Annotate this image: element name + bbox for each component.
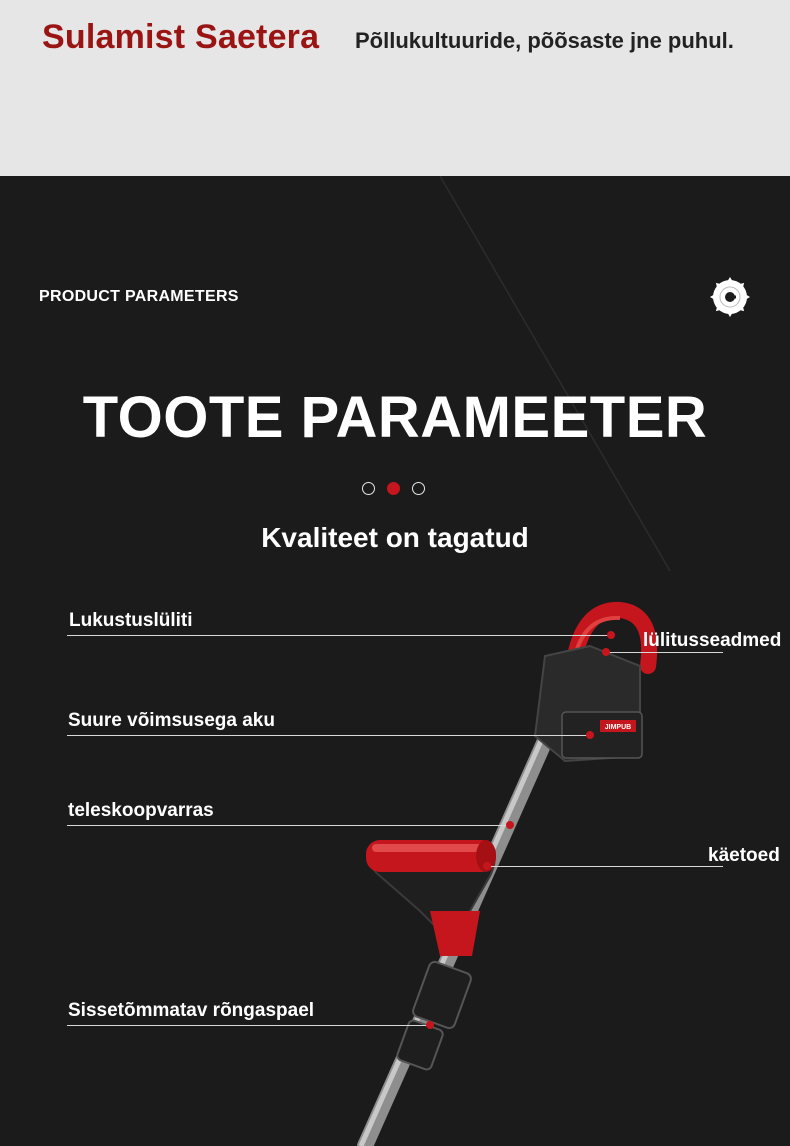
product-parameters-section xyxy=(0,176,790,1146)
callout-handle-support-line xyxy=(488,866,723,867)
callout-lock-switch-dot xyxy=(607,631,615,639)
callout-telescopic-rod-line xyxy=(67,825,511,826)
callout-switch-devices-label: lülitusseadmed xyxy=(643,630,782,651)
callout-lock-switch-line xyxy=(67,635,612,636)
callout-lock-switch-label: Lukustuslüliti xyxy=(69,610,193,631)
callout-handle-support-label: käetoed xyxy=(708,845,780,866)
trimmer-assist-handle-highlight xyxy=(372,844,490,852)
callout-battery-dot xyxy=(586,731,594,739)
brand-tagline: Põllukultuuride, põõsaste jne puhul. xyxy=(355,28,734,53)
trimmer-clamp xyxy=(430,911,480,956)
callout-retractable-ring-dot xyxy=(426,1021,434,1029)
sub-heading: Kvaliteet on tagatud xyxy=(261,522,529,553)
callout-battery-label: Suure võimsusega aku xyxy=(68,710,275,731)
brand-title: Sulamist Saetera xyxy=(42,18,320,56)
callout-battery-line xyxy=(67,735,592,736)
callout-retractable-ring-line xyxy=(67,1025,431,1026)
callout-telescopic-rod-label: teleskoopvarras xyxy=(68,800,214,821)
section-label: PRODUCT PARAMETERS xyxy=(39,288,239,305)
callout-retractable-ring-label: Sissetõmmatav rõngaspael xyxy=(68,1000,315,1021)
main-heading: TOOTE PARAMEETER xyxy=(82,385,708,450)
callout-switch-devices-dot xyxy=(602,648,610,656)
callout-switch-devices-line xyxy=(606,652,723,653)
callout-telescopic-rod-dot xyxy=(506,821,514,829)
battery-brand-text: JIMPUB xyxy=(604,724,632,731)
callout-handle-support-dot xyxy=(483,862,491,870)
top-banner xyxy=(0,0,790,176)
